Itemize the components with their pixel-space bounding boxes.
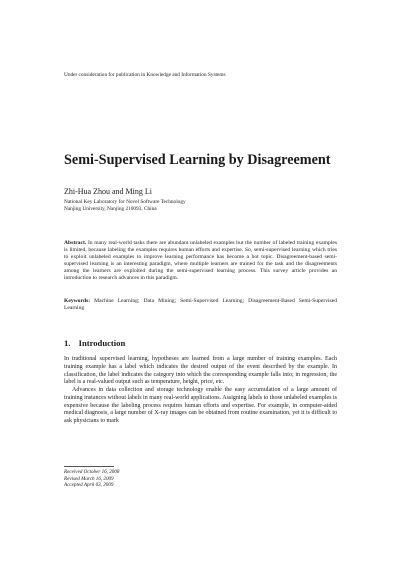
paragraph-2: Advances in data collection and storage technology enable the easy accumulation of a large amount of training instances without labels in many real-world applications. Assigning labels to those unlabeled examples is expensive because the labeling process requires human efforts and expertise. For example, in computer-aided medical diagnosis, a large number of X-ray images can be obtained from routine examination, yet it is difficult to ask physicians to mark xyxy=(64,387,337,424)
affiliation-line-1: National Key Laboratory for Novel Software Technology xyxy=(64,199,186,205)
abstract xyxy=(64,240,337,283)
paper-authors: Zhi-Hua Zhou and Ming Li xyxy=(64,187,152,196)
keywords-text: Machine Learning; Data Mining; Semi-Supervised Learning; Disagreement-Based Semi-Supervised Learning xyxy=(64,298,337,312)
affiliation-line-2: Nanjing University, Nanjing 210093, China xyxy=(64,206,157,212)
received-date: Received October 16, 2008 xyxy=(64,469,120,475)
section-heading xyxy=(64,338,125,348)
section-body xyxy=(64,356,337,426)
abstract-text: In many real-world tasks there are abundant unlabeled examples but the number of labeled training examples is limited, because labeling the examples requires human efforts and expertise. So, semi-supervised learning which tries to exploit unlabeled examples to improve learning performance has become a hot topic. Disagreement-based semi-supervised learning is an interesting paradigm, where multiple learners are trained for the task and the disagreements among the learners are exploited during the semi-supervised learning process. This survey article provides an introduction to research advances in this paradigm. xyxy=(64,240,337,282)
keywords-label: Keywords: xyxy=(64,298,91,304)
paragraph-1: In traditional supervised learning, hypotheses are learned from a large number of training examples. Each training example has a label which indicates the desired output of the event described by the example. In classification, the label indicates the category into which the corresponding example falls into; in regression, the label is a real-valued output such as temperature, height, price, etc. xyxy=(64,356,337,386)
paper-title: Semi-Supervised Learning by Disagreement xyxy=(64,152,331,168)
accepted-date: Accepted April 03, 2009 xyxy=(64,482,114,488)
publication-note: Under consideration for publication in Knowledge and Information Systems xyxy=(64,72,226,78)
footnote-rule xyxy=(64,466,114,467)
section-number: 1. xyxy=(64,338,71,348)
submission-dates xyxy=(64,469,119,489)
revised-date: Revised March 16, 2009 xyxy=(64,475,114,482)
abstract-label: Abstract. xyxy=(64,240,87,246)
author-affiliation xyxy=(64,199,186,213)
keywords xyxy=(64,298,337,312)
section-title: Introduction xyxy=(78,338,126,348)
